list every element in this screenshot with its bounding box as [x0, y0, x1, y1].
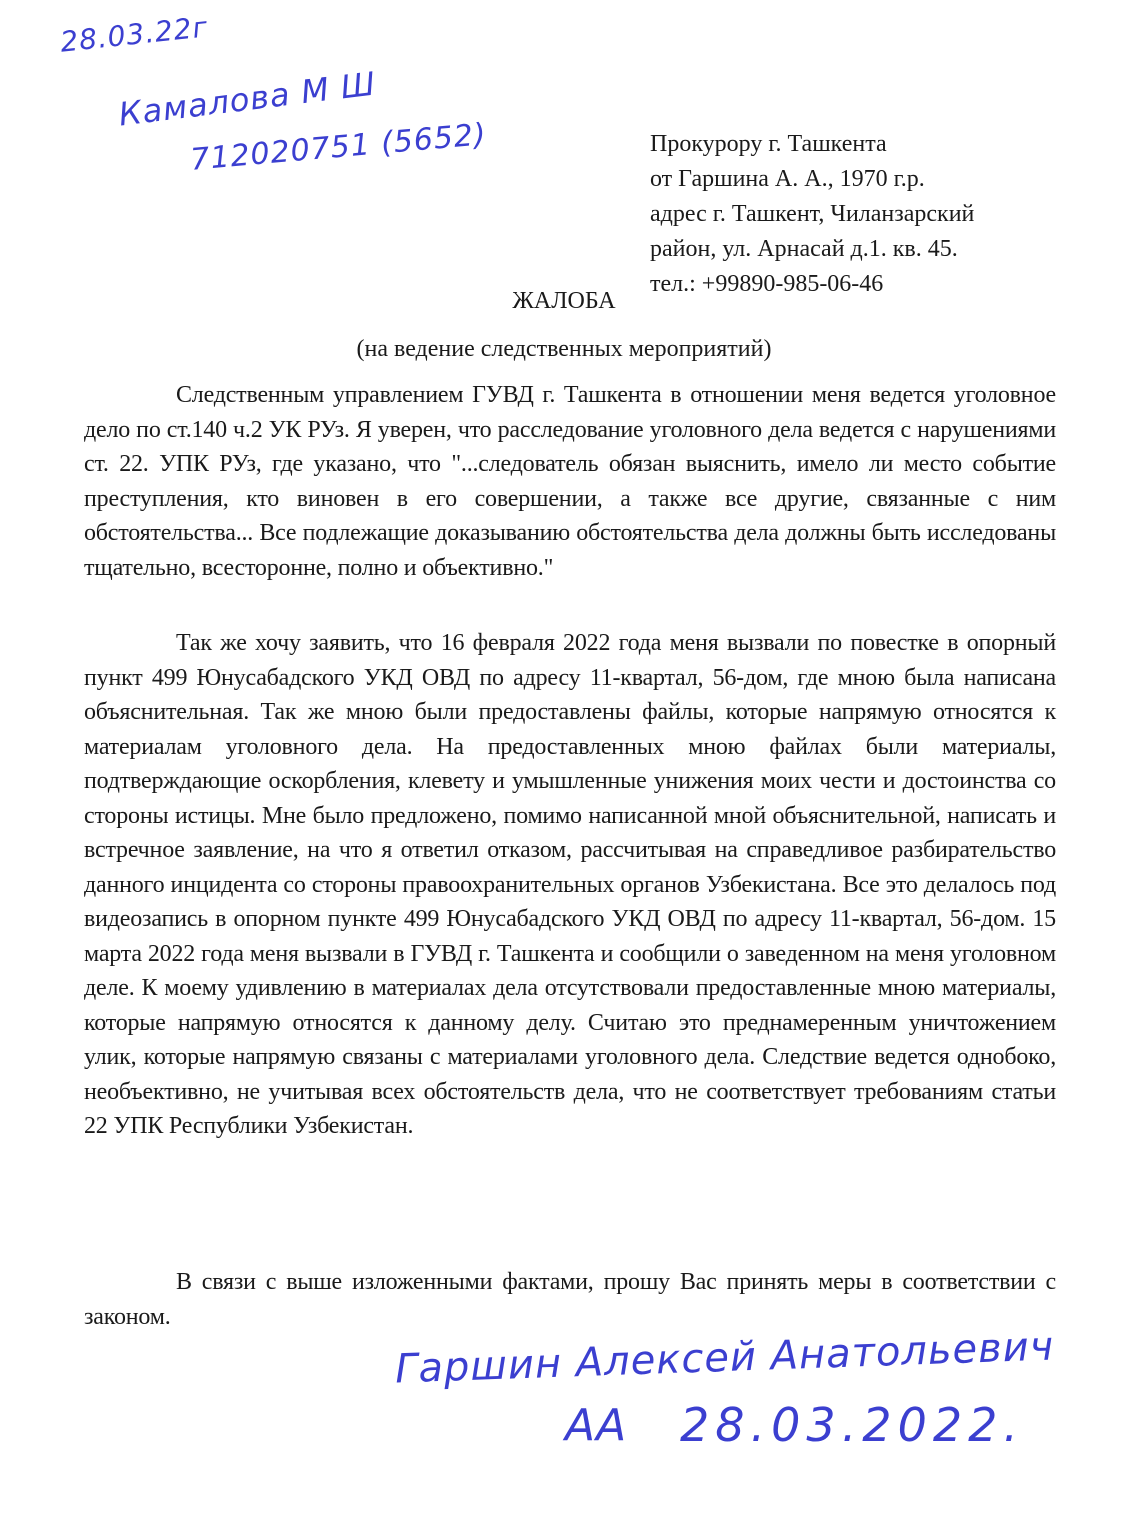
phone-line: тел.: +99890-985-06-46: [650, 271, 884, 297]
paragraph-text: В связи с выше изложенными фактами, прошу Вас принять меры в соответствии с законом.: [84, 1269, 1056, 1330]
signature-date: 28.03.2022.: [680, 1398, 1024, 1452]
address-line: район, ул. Арнасай д.1. кв. 45.: [650, 236, 958, 262]
address-line: адрес г. Ташкент, Чиланзарский: [650, 201, 975, 227]
signature-mark: АА: [565, 1400, 628, 1451]
document-subtitle: (на ведение следственных мероприятий): [356, 336, 772, 362]
sender-line: от Гаршина А. А., 1970 г.р.: [650, 166, 925, 192]
handwritten-registration-number: 712020751 (5652): [189, 117, 489, 178]
handwritten-registration-date: 28.03.22г: [58, 10, 210, 59]
handwritten-signature-name: Гаршин Алексей Анатольевич: [394, 1323, 1056, 1393]
body-paragraph: [84, 1265, 1056, 1334]
paragraph-text: Так же хочу заявить, что 16 февраля 2022 года меня вызвали по повестке в опорный пункт 499 Юнусабадского УКД ОВД по адресу 11-квартал, 56-дом, где мною была написана объяснительная. Так же мною были предоставлены файлы, которые напрямую относятся к материалам уголовного дела. На предоставленных мною файлах были материалы, подтверждающие оскорбления, клевету и умышленные унижения моих чести и достоинства со стороны истицы. Мне было предложено, помимо написанной мной объяснительной, написать и встречное заявление, на что я ответил отказом, рассчитывая на справедливое разбирательство данного инцидента со стороны правоохранительных органов Узбекистана. Все это делалось под видеозапись в опорном пункте 499 Юнусабадского УКД ОВД по адресу 11-квартал, 56-дом. 15 марта 2022 года меня вызвали в ГУВД г. Ташкента и сообщили о заведенном на меня уголовном деле. К моему удивлению в материалах дела отсутствовали предоставленные мною материалы, которые напрямую относятся к данному делу. Считаю это преднамеренным уничтожением улик, которые напрямую связаны с материалами уголовного дела. Следствие ведется однобоко, необъективно, не учитывая всех обстоятельств дела, что не соответствует требованиям статьи 22 УПК Республики Узбекистан.: [84, 630, 1056, 1139]
document-title: ЖАЛОБА: [512, 288, 616, 314]
addressee-line: Прокурору г. Ташкента: [650, 131, 887, 157]
body-paragraph: [84, 378, 1056, 585]
handwritten-registrar-name: Камалова М Ш: [116, 64, 379, 134]
body-paragraph: [84, 626, 1056, 1144]
paragraph-text: Следственным управлением ГУВД г. Ташкента в отношении меня ведется уголовное дело по ст.140 ч.2 УК РУз. Я уверен, что расследование уголовного дела ведется с нарушениями ст. 22. УПК РУз, где указано, что "...следователь обязан выяснить, имело ли место событие преступления, кто виновен в его совершении, а также все другие, связанные с ним обстоятельства... Все подлежащие доказыванию обстоятельства дела должны быть исследованы тщательно, всесторонне, полно и объективно.": [84, 382, 1056, 581]
addressee-block: [650, 127, 974, 302]
